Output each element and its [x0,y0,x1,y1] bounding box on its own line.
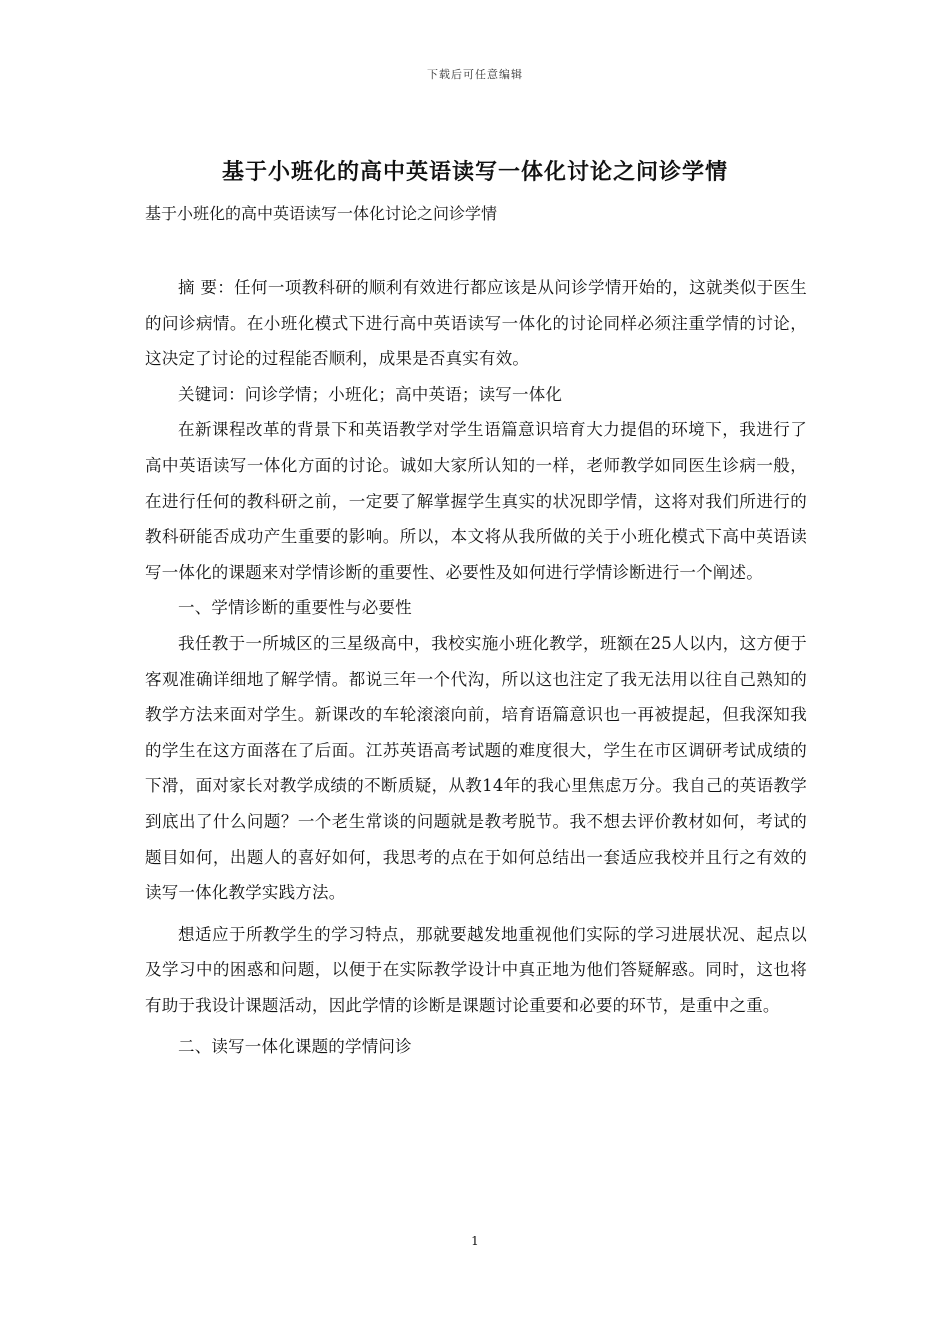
abstract-paragraph: 摘 要：任何一项教科研的顺利有效进行都应该是从问诊学情开始的，这就类似于医生的问诊病情。在小班化模式下进行高中英语读写一体化的讨论同样必须注重学情的讨论，这决定了讨论的过程能否顺利，成果是否真实有效。 [145,278,807,369]
section-heading: 二、读写一体化课题的学情问诊 [178,1037,412,1057]
section-heading: 一、学情诊断的重要性与必要性 [178,598,412,618]
page-number: 1 [471,1234,479,1248]
keywords-paragraph: 关键词：问诊学情；小班化；高中英语；读写一体化 [178,384,563,404]
body-paragraph: 在新课程改革的背景下和英语教学对学生语篇意识培育大力提倡的环境下，我进行了高中英语读写一体化方面的讨论。诚如大家所认知的一样，老师教学如同医生诊病一般，在进行任何的教科研之前，一定要了解掌握学生真实的状况即学情，这将对我们所进行的教科研能否成功产生重要的影响。所以，本文将从我所做的关于小班化模式下高中英语读写一体化的课题来对学情诊断的重要性、必要性及如何进行学情诊断进行一个阐述。 [145,420,807,582]
body-paragraph: 我任教于一所城区的三星级高中，我校实施小班化教学，班额在25人以内，这方便于客观准确详细地了解学情。都说三年一个代沟，所以这也注定了我无法用以往自己熟知的教学方法来面对学生。新课改的车轮滚滚向前，培育语篇意识也一再被提起，但我深知我的学生在这方面落在了后面。江苏英语高考试题的难度很大，学生在市区调研考试成绩的下滑，面对家长对教学成绩的不断质疑，从教14年的我心里焦虑万分。我自己的英语教学到底出了什么问题？一个老生常谈的问题就是教考脱节。我不想去评价教材如何，考试的题目如何，出题人的喜好如何，我思考的点在于如何总结出一套适应我校并且行之有效的读写一体化教学实践方法。 [145,633,807,903]
document-body [145,270,807,1065]
document-subtitle: 基于小班化的高中英语读写一体化讨论之问诊学情 [145,204,498,223]
body-paragraph: 想适应于所教学生的学习特点，那就要越发地重视他们实际的学习进展状况、起点以及学习中的困惑和问题，以便于在实际教学设计中真正地为他们答疑解惑。同时，这也将有助于我设计课题活动，因此学情的诊断是课题讨论重要和必要的环节，是重中之重。 [145,924,807,1015]
header-note: 下载后可任意编辑 [427,68,523,81]
document-title: 基于小班化的高中英语读写一体化讨论之问诊学情 [221,159,728,185]
